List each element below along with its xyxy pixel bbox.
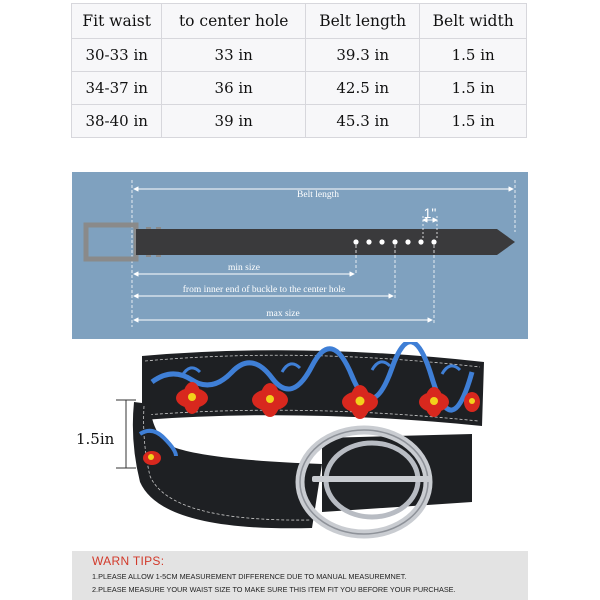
warn-tip-1: 1.PLEASE ALLOW 1-5CM MEASUREMENT DIFFERENCE DUE TO MANUAL MEASUREMNET. xyxy=(92,572,407,581)
cell-fit-waist: 34-37 in xyxy=(72,72,162,105)
header-center-hole: to center hole xyxy=(162,4,306,39)
diagram-svg xyxy=(72,172,528,339)
flower-embroidery xyxy=(464,392,480,412)
warn-tip-2: 2.PLEASE MEASURE YOUR WAIST SIZE TO MAKE SURE THIS ITEM FIT YOU BEFORE YOUR PURCHASE. xyxy=(92,585,456,594)
header-fit-waist: Fit waist xyxy=(72,4,162,39)
belt-tail xyxy=(322,434,472,512)
belt-hole xyxy=(392,239,397,244)
belt-hole xyxy=(379,239,384,244)
cell-belt-width: 1.5 in xyxy=(420,72,527,105)
cell-belt-width: 1.5 in xyxy=(420,105,527,138)
flower-embroidery xyxy=(143,451,161,465)
belt-hole xyxy=(418,239,423,244)
buckle-prong xyxy=(312,476,432,482)
table-row xyxy=(72,105,527,138)
belt-strap xyxy=(136,229,515,255)
cell-center-hole: 33 in xyxy=(162,39,306,72)
cell-center-hole: 36 in xyxy=(162,72,306,105)
cell-fit-waist: 38-40 in xyxy=(72,105,162,138)
belt-front-strap xyxy=(133,402,322,528)
buckle-frame xyxy=(86,225,136,259)
center-hole-label: from inner end of buckle to the center hole xyxy=(182,285,346,295)
belt-hole xyxy=(366,239,371,244)
cell-belt-width: 1.5 in xyxy=(420,39,527,72)
cell-fit-waist: 30-33 in xyxy=(72,39,162,72)
warn-tips-panel xyxy=(72,551,528,600)
table-row xyxy=(72,39,527,72)
cell-center-hole: 39 in xyxy=(162,105,306,138)
belt-hole xyxy=(431,239,436,244)
cell-belt-length: 42.5 in xyxy=(306,72,420,105)
cell-belt-length: 39.3 in xyxy=(306,39,420,72)
belt-width-label: 1.5in xyxy=(76,430,115,448)
measurement-diagram xyxy=(72,172,528,339)
belt-illustration xyxy=(72,342,528,550)
cell-belt-length: 45.3 in xyxy=(306,105,420,138)
size-table-header xyxy=(72,4,527,39)
belt-hole xyxy=(353,239,358,244)
min-size-label: min size xyxy=(228,263,260,273)
belt-hole xyxy=(405,239,410,244)
table-row xyxy=(72,72,527,105)
header-belt-width: Belt width xyxy=(420,4,527,39)
belt-length-label: Belt length xyxy=(297,190,339,200)
max-size-label: max size xyxy=(266,309,300,319)
belt-photo xyxy=(72,342,528,550)
warn-tips-title: WARN TIPS: xyxy=(92,554,165,568)
hole-spacing-label: 1" xyxy=(423,205,437,221)
header-belt-length: Belt length xyxy=(306,4,420,39)
size-table xyxy=(71,3,527,138)
